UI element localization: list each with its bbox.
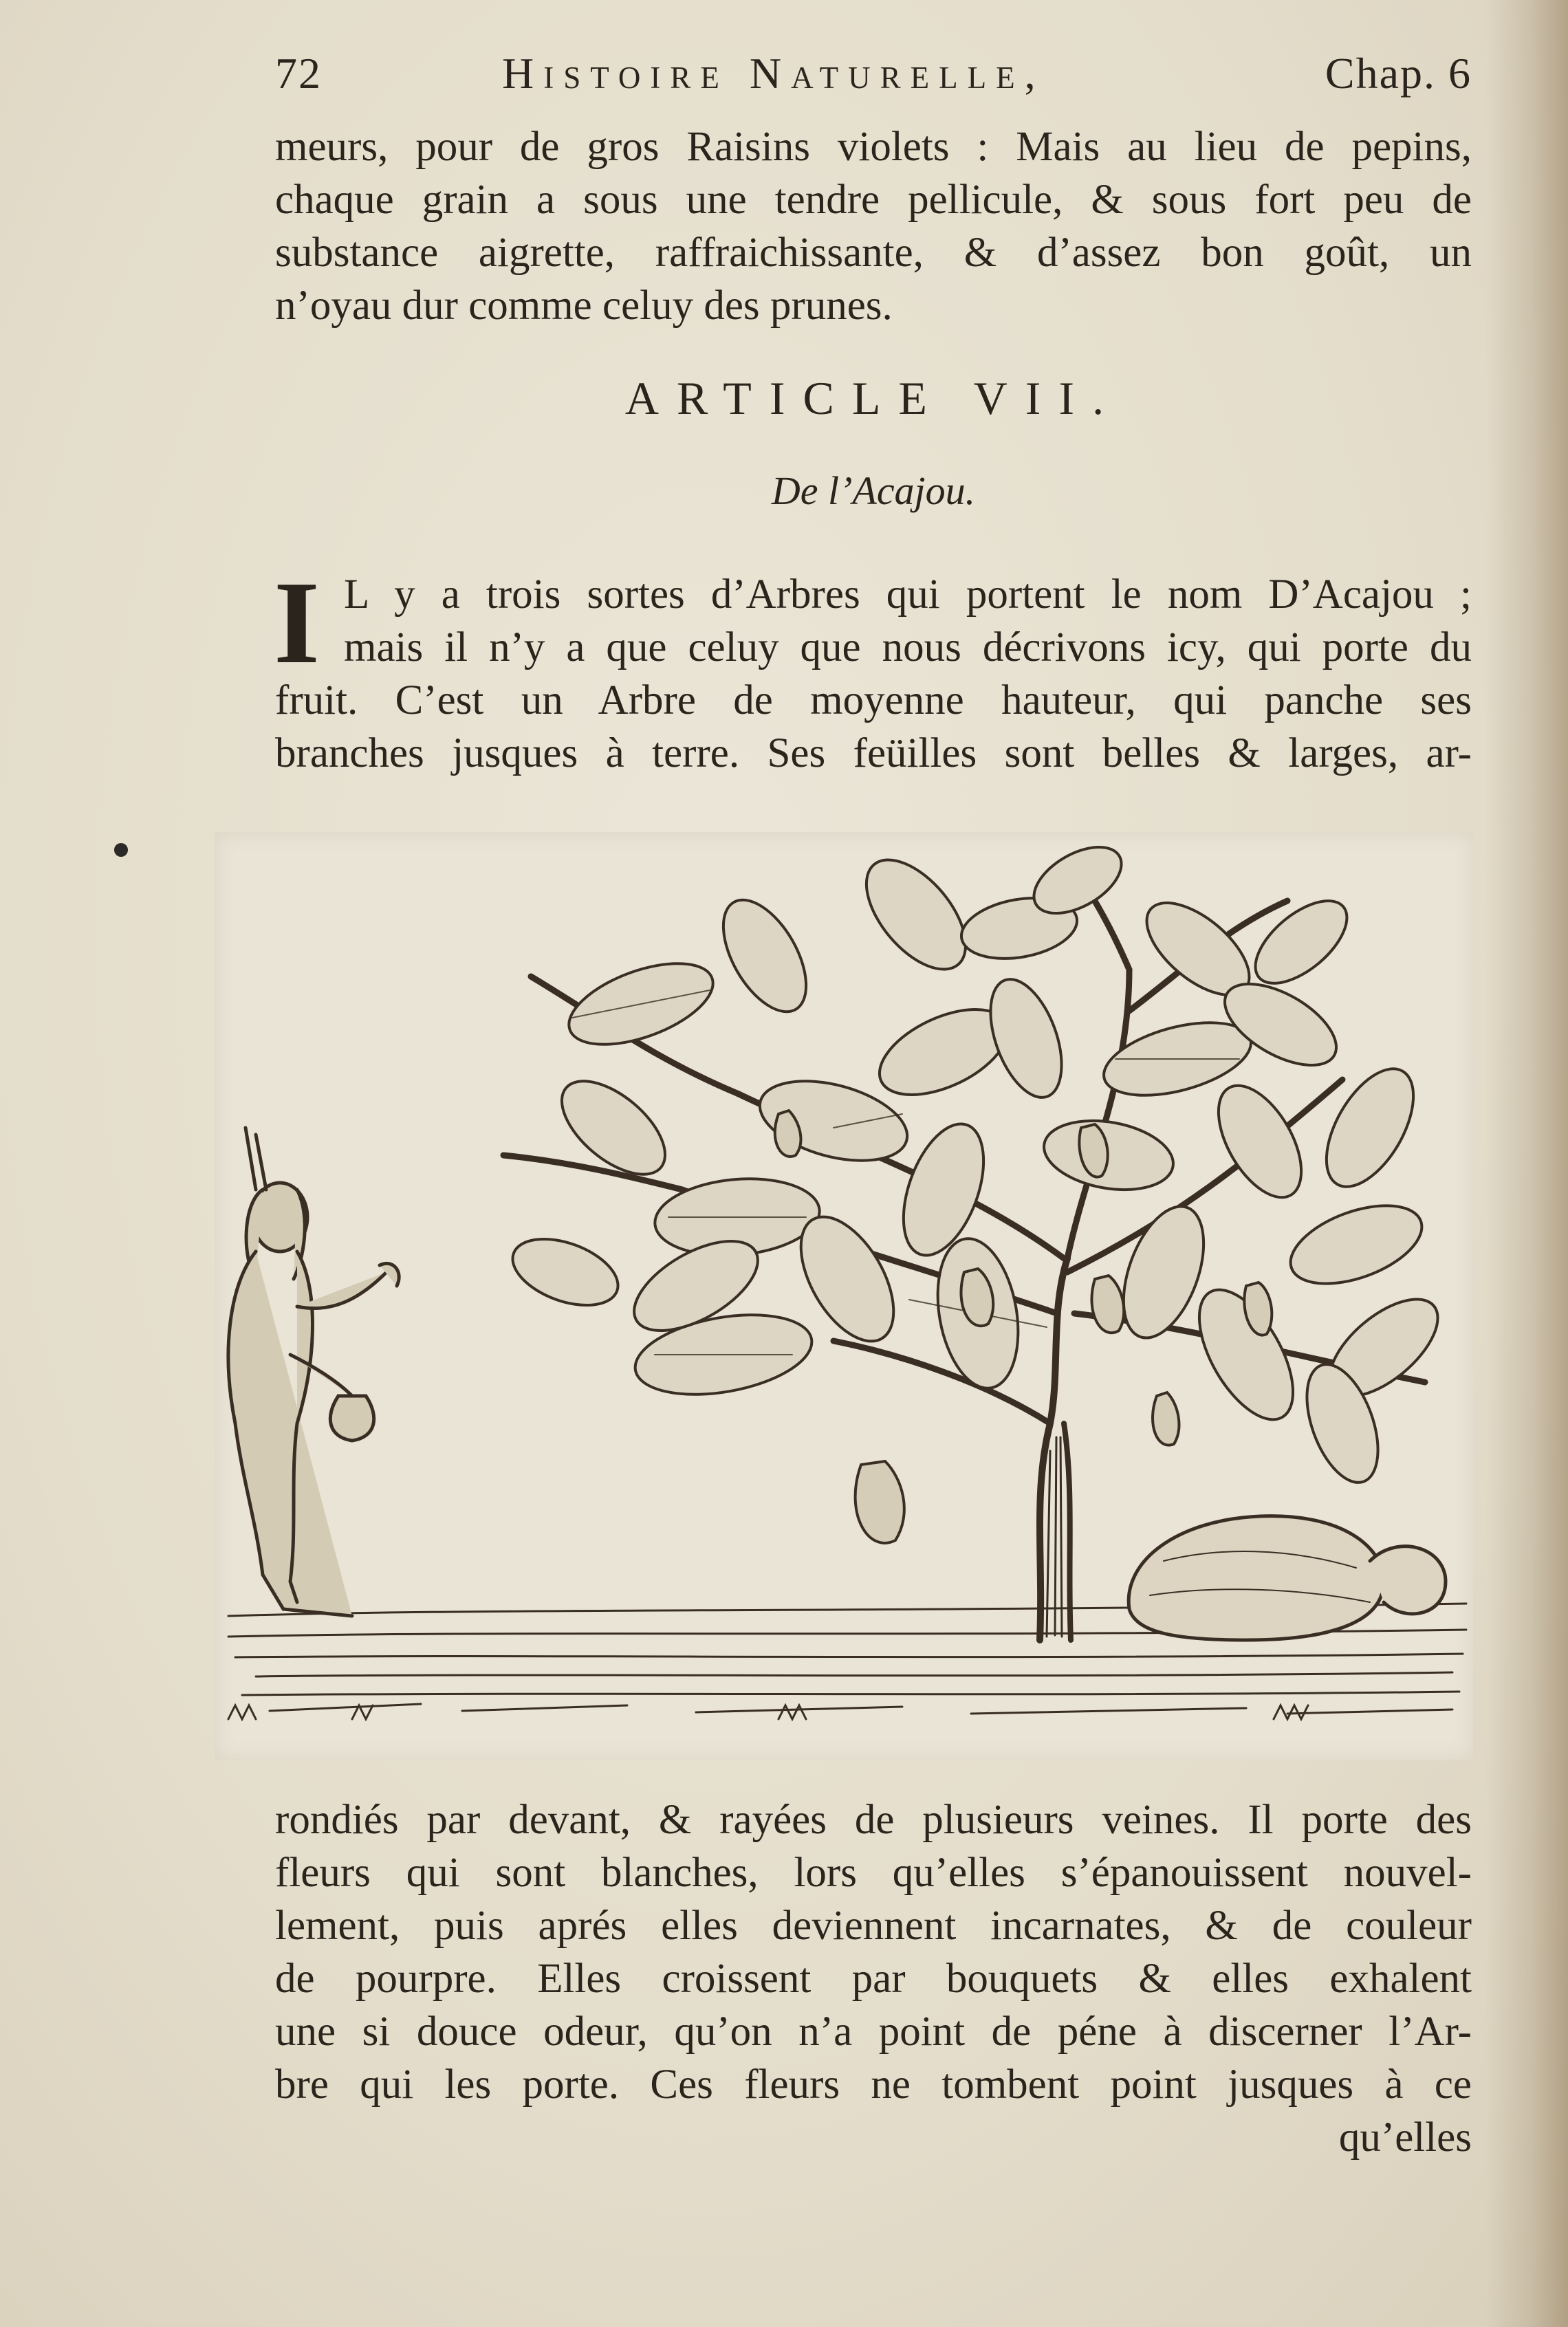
text-line: chaque grain a sous une tendre pellicule, & sous fort peu de — [275, 177, 1472, 223]
text-line: fruit. C’est un Arbre de moyenne hauteur, qui panche ses — [275, 677, 1472, 723]
text-line: L y a trois sortes d’Arbres qui portent le nom D’Acajou ; — [344, 571, 1472, 618]
text-line: lement, puis aprés elles deviennent incarnates, & de couleur — [275, 1903, 1472, 1949]
text-line: n’oyau dur comme celuy des prunes. — [275, 283, 893, 329]
tree-leaves — [503, 833, 1454, 1492]
text-line: une si douce odeur, qu’on n’a point de péne à discerner l’Ar- — [275, 2009, 1472, 2055]
second-paragraph — [274, 558, 1472, 780]
bottom-paragraph — [275, 1793, 1472, 2164]
ink-spot — [114, 843, 128, 857]
binding-gutter-shadow — [1485, 0, 1568, 2327]
text-line: rondiés par devant, & rayées de plusieurs veines. Il porte des — [275, 1797, 1472, 1843]
chapter-label: Chap. 6 — [1325, 49, 1472, 98]
indigenous-figure — [228, 1128, 399, 1616]
text-line: de pourpre. Elles croissent par bouquets & elles exhalent — [275, 1956, 1472, 2002]
text-line: mais il n’y a que celuy que nous décrivons icy, qui porte du — [344, 624, 1472, 670]
article-heading: ARTICLE VII. — [624, 372, 1122, 424]
text-line: substance aigrette, raffraichissante, & d’assez bon goût, un — [275, 230, 1472, 276]
cashew-tree-engraving — [215, 832, 1473, 1760]
running-head — [275, 48, 1472, 110]
text-line: meurs, pour de gros Raisins violets : Mais au lieu de pepins, — [275, 124, 1472, 170]
catchword: qu’elles — [1338, 2115, 1472, 2161]
text-line: bre qui les porte. Ces fleurs ne tombent point jusques à ce — [275, 2062, 1472, 2108]
text-line: branches jusques à terre. Ses feüilles sont belles & larges, ar- — [275, 730, 1472, 776]
drop-cap: I — [274, 558, 320, 688]
article-subtitle: De l’Acajou. — [771, 468, 976, 513]
large-cashew-fruit — [1129, 1516, 1446, 1640]
running-title: Histoire Naturelle, — [502, 49, 1045, 98]
engraving-svg — [215, 832, 1473, 1760]
tree-trunk — [1040, 1258, 1067, 1640]
page-number: 72 — [275, 49, 322, 98]
text-line: fleurs qui sont blanches, lors qu’elles s’épanouissent nouvel- — [275, 1850, 1472, 1896]
top-paragraph — [275, 120, 1472, 332]
